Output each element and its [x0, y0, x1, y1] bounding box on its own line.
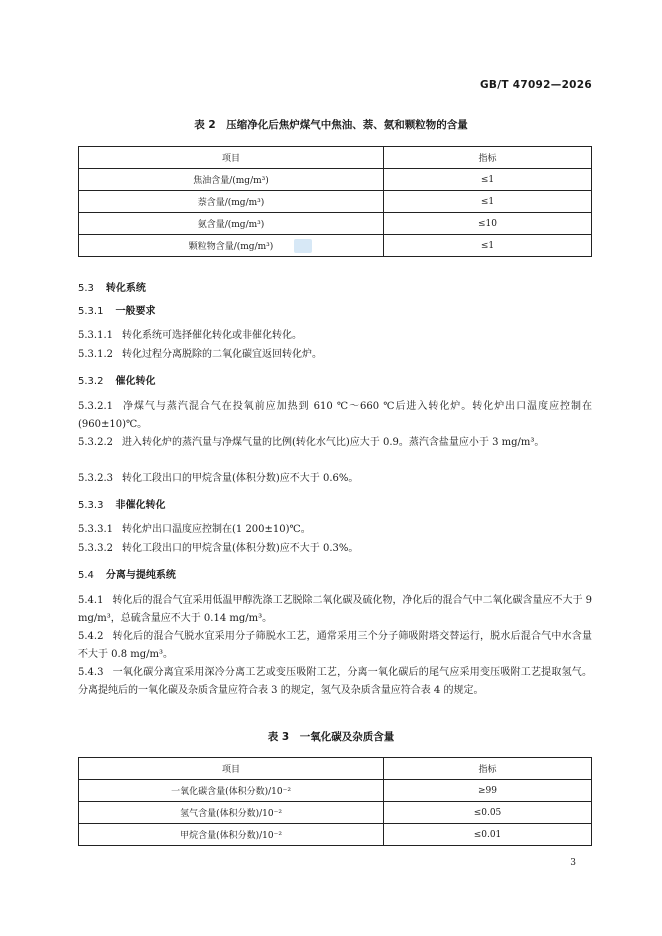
section-title: 转化系统 — [105, 283, 146, 294]
clause-number: 5.3.2.3 — [78, 473, 113, 484]
table-cell-item: 甲烷含量(体积分数)/10⁻² — [79, 824, 384, 846]
clause-text: 转化后的混合气脱水宜采用分子筛脱水工艺，通常采用三个分子筛吸附塔交替运行，脱水后混合气中水含量不大于 0.8 mg/m³。 — [78, 631, 592, 660]
clause-text: 转化后的混合气宜采用低温甲醇洗涤工艺脱除二氧化碳及硫化物，净化后的混合气中二氧化碳含量应不大于 9 mg/m³，总硫含量应不大于 0.14 mg/m³。 — [78, 595, 592, 624]
clause-text: 转化工段出口的甲烷含量(体积分数)应不大于 0.3%。 — [122, 543, 359, 554]
column-header-indicator: 指标 — [384, 758, 592, 780]
column-header-indicator: 指标 — [384, 147, 592, 169]
table-header-row — [79, 758, 592, 780]
table-2-title: 表 2 压缩净化后焦炉煤气中焦油、萘、氨和颗粒物的含量 — [194, 119, 468, 131]
column-header-item: 项目 — [79, 147, 384, 169]
table-row — [79, 213, 592, 235]
table-cell-value: ≤0.01 — [384, 824, 592, 846]
table-3-title: 表 3 一氧化碳及杂质含量 — [267, 731, 395, 743]
table-cell-value: ≤1 — [384, 169, 592, 191]
clause-text: 转化过程分离脱除的二氧化碳宜返回转化炉。 — [122, 349, 322, 360]
table-cell-item: 颗粒物含量/(mg/m³) — [79, 235, 384, 257]
table-cell-item: 氢气含量(体积分数)/10⁻² — [79, 802, 384, 824]
section-number: 5.3.1 — [78, 306, 104, 317]
clause — [78, 398, 592, 434]
section-number: 5.4 — [78, 570, 94, 581]
clause-number: 5.3.3.1 — [78, 524, 113, 535]
table-row — [79, 169, 592, 191]
page-number: 3 — [570, 858, 576, 868]
section-number: 5.3.3 — [78, 500, 104, 511]
clause-text: 一氧化碳分离宜采用深冷分离工艺或变压吸附工艺，分离一氧化碳后的尾气应采用变压吸附工艺提取氢气。分离提纯后的一氧化碳及杂质含量应符合表 3 的规定，氢气及杂质含量应符合表 4 的规定。 — [78, 667, 592, 696]
section-heading — [78, 569, 176, 583]
clause-text: 转化炉出口温度应控制在(1 200±10)℃。 — [122, 524, 311, 535]
table-row — [79, 191, 592, 213]
section-heading — [78, 375, 155, 389]
section-title: 非催化转化 — [115, 500, 166, 511]
table-cell-item: 氨含量/(mg/m³) — [79, 213, 384, 235]
clause-number: 5.3.2.1 — [78, 401, 113, 412]
clause-number: 5.3.2.2 — [78, 437, 113, 448]
section-title: 催化转化 — [115, 376, 156, 387]
clause — [78, 329, 302, 343]
clause-number: 5.4.3 — [78, 667, 104, 678]
clause-text: 转化工段出口的甲烷含量(体积分数)应不大于 0.6%。 — [122, 473, 359, 484]
watermark-logo — [294, 239, 312, 253]
table-3 — [78, 757, 592, 846]
table-cell-value: ≤1 — [384, 191, 592, 213]
clause — [78, 664, 592, 700]
table-cell-value: ≤10 — [384, 213, 592, 235]
column-header-item: 项目 — [79, 758, 384, 780]
clause — [78, 592, 592, 628]
section-number: 5.3.2 — [78, 376, 104, 387]
clause-number: 5.3.1.2 — [78, 349, 113, 360]
table-2 — [78, 146, 592, 257]
table-cell-item: 焦油含量/(mg/m³) — [79, 169, 384, 191]
clause-text: 转化系统可选择催化转化或非催化转化。 — [122, 330, 302, 341]
table-row — [79, 780, 592, 802]
section-heading — [78, 499, 165, 513]
clause — [78, 472, 358, 486]
clause — [78, 542, 358, 556]
table-row — [79, 235, 592, 257]
section-heading — [78, 282, 146, 296]
table-cell-value: ≤1 — [384, 235, 592, 257]
section-title: 一般要求 — [115, 306, 156, 317]
clause-number: 5.4.2 — [78, 631, 104, 642]
section-title: 分离与提纯系统 — [105, 570, 176, 581]
table-cell-item: 一氧化碳含量(体积分数)/10⁻² — [79, 780, 384, 802]
clause-number: 5.4.1 — [78, 595, 104, 606]
table-row — [79, 824, 592, 846]
section-heading — [78, 305, 155, 319]
table-header-row — [79, 147, 592, 169]
clause — [78, 523, 311, 537]
table-cell-value: ≥99 — [384, 780, 592, 802]
table-cell-item: 萘含量/(mg/m³) — [79, 191, 384, 213]
clause-text: 净煤气与蒸汽混合气在投氧前应加热到 610 ℃～660 ℃后进入转化炉。转化炉出口温度应控制在(960±10)℃。 — [78, 401, 592, 430]
clause-number: 5.3.1.1 — [78, 330, 113, 341]
section-number: 5.3 — [78, 283, 94, 294]
table-row — [79, 802, 592, 824]
clause — [78, 348, 322, 362]
standard-code: GB/T 47092—2026 — [479, 79, 592, 91]
clause-number: 5.3.3.2 — [78, 543, 113, 554]
clause-text: 进入转化炉的蒸汽量与净煤气量的比例(转化水气比)应大于 0.9。蒸汽含盐量应小于 3 mg/m³。 — [122, 437, 545, 448]
clause — [78, 434, 592, 452]
clause — [78, 628, 592, 664]
table-cell-value: ≤0.05 — [384, 802, 592, 824]
